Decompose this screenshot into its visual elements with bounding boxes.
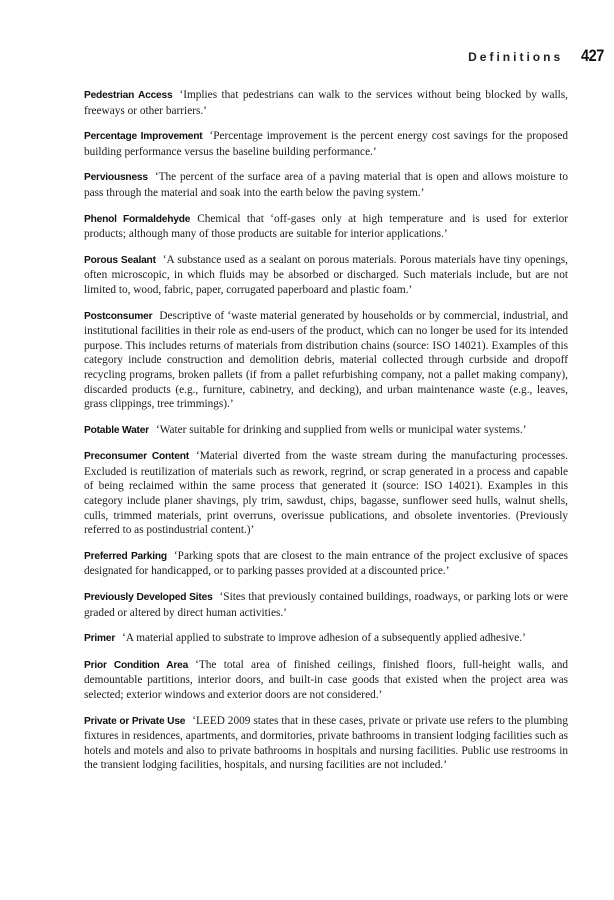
definition-entry-percentage-improvement — [84, 129, 568, 159]
term: Postconsumer — [84, 310, 153, 322]
term: Prior Condition Area — [84, 659, 189, 671]
term: Private or Private Use — [84, 715, 186, 727]
term: Percentage Improvement — [84, 131, 203, 143]
definition-entry-previously-developed-sites — [84, 590, 568, 620]
definition-entry-pedestrian-access — [84, 88, 568, 118]
page-number: 427 — [581, 46, 604, 65]
definition-text: ‘A substance used as a sealant on porous materials. Porous materials have tiny openings, often microscopic, in which fluids may be absorbed or discharged. Such materials include, but are not limited to, wood, fabric, paper, corrugated paperboard and plastic foam.’ — [84, 253, 568, 296]
definition-entry-porous-sealant — [84, 253, 568, 298]
definition-entry-private-or-private-use — [84, 714, 568, 773]
term: Preconsumer Content — [84, 451, 189, 463]
definition-entry-preferred-parking — [84, 549, 568, 579]
definition-text: ‘The total area of finished ceilings, finished floors, full-height walls, and demountable partitions, interior doors, and built-in case goods that existed when the project area was selected; exterior windows and exterior doors are not considered.’ — [84, 658, 568, 701]
running-head — [84, 46, 604, 66]
definition-text: ‘Water suitable for drinking and supplied from wells or municipal water systems.’ — [155, 423, 527, 436]
definition-text: ‘A material applied to substrate to improve adhesion of a subsequently applied adhesive.’ — [122, 632, 526, 645]
term: Pedestrian Access — [84, 90, 173, 101]
definition-entry-prior-condition-area — [84, 658, 568, 703]
definition-text: ‘Parking spots that are closest to the main entrance of the project exclusive of spaces designated for handicapped, or to parking passes provided at a discounted price.’ — [84, 549, 568, 578]
definition-entry-preconsumer-content — [84, 449, 568, 538]
term: Potable Water — [84, 424, 149, 436]
term: Phenol Formaldehyde — [84, 213, 191, 225]
term: Primer — [84, 633, 116, 645]
definition-entry-potable-water — [84, 423, 568, 439]
definition-text: ‘Implies that pedestrians can walk to the services without being blocked by walls, freeways or other barriers.’ — [84, 89, 568, 117]
definition-entry-primer — [84, 631, 568, 647]
definition-list — [84, 88, 568, 784]
term: Preferred Parking — [84, 550, 167, 562]
term: Porous Sealant — [84, 254, 156, 266]
definition-text: ‘Material diverted from the waste stream during the manufacturing processes. Excluded is reutilization of materials such as rework, regrind, or scrap generated in a process and capable of being reclaimed within the same process that generated it (source: ISO 14021). Examples in this category include planer shavings, ply trim, sawdust, chips, bagasse, sunflower seed hulls, walnut shells, culls, trimmed materials, print overruns, overissue publications, and obsolete inventories. (Previously referred to as postindustrial content.)’ — [84, 450, 568, 537]
definition-text: ‘LEED 2009 states that in these cases, private or private use refers to the plumbing fixtures in residences, apartments, and dormitories, private bathrooms in transient lodging facilities such as hotels and motels and also to private bathrooms in hospitals and nursing facilities. Public use restrooms in the transient lodging facilities, hospitals, and nursing facilities are not included.’ — [84, 714, 568, 772]
definition-text: Descriptive of ‘waste material generated by households or by commercial, industrial, and institutional facilities in their role as end-users of the product, which can no longer be used for its intended purpose. This includes returns of materials from distribution chains (source: ISO 14021). Examples of this category include construction and demolition debris, material collected through curbside and dropoff recycling programs, broken pallets (if from a pallet refurbishing company, not a pallet making company), discarded products (e.g., furniture, cabinetry, and decking), and urban maintenance waste (e.g., leaves, grass clippings, tree trimmings).’ — [84, 309, 568, 411]
term: Previously Developed Sites — [84, 592, 213, 604]
definition-text: Chemical that ‘off-gases only at high temperature and is used for exterior products; although many of those products are suitable for interior applications.’ — [84, 212, 569, 241]
definition-text: ‘Percentage improvement is the percent energy cost savings for the proposed building performance versus the baseline building performance.’ — [84, 130, 569, 158]
definition-entry-phenol-formaldehyde — [84, 212, 568, 242]
definition-entry-postconsumer — [84, 309, 568, 412]
section-title: Definitions — [468, 50, 564, 64]
definition-text: ‘The percent of the surface area of a paving material that is open and allows moisture to pass through the material and soak into the earth below the paving system.’ — [84, 171, 568, 199]
definition-entry-perviousness — [84, 170, 568, 200]
term: Perviousness — [84, 172, 148, 184]
definition-text: ‘Sites that previously contained buildings, roadways, or parking lots or were graded or altered by direct human activities.’ — [84, 591, 568, 619]
